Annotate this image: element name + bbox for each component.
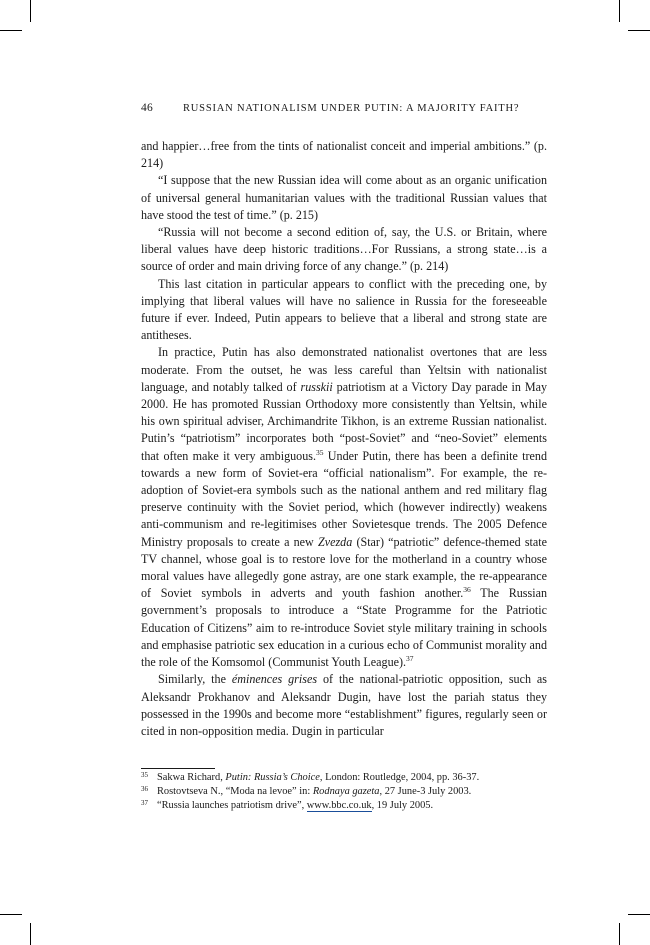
- text-run: (Star) “patriotic” defence-themed state TV channel, whose goal is to restore love for the motherland in a country whose moral values have allegedly gone astray, are one stark example, the re-appearance of Soviet symbols in adverts and youth fashion another.: [141, 534, 547, 601]
- italic-text: Rodnaya gazeta: [312, 786, 380, 798]
- running-header: [141, 100, 547, 117]
- crop-mark: [628, 914, 650, 915]
- text-run: Rostovtseva N., “Moda na levoe” in:: [157, 786, 313, 798]
- paragraph: [141, 172, 547, 224]
- page-number: 46: [141, 102, 154, 114]
- text-run: and happier…free from the tints of nationalist conceit and imperial ambitions.” (p. 214): [141, 139, 547, 171]
- footnote-link[interactable]: www.bbc.co.uk: [306, 800, 372, 812]
- text-run: “Russia launches patriotism drive”,: [157, 800, 307, 812]
- text-run: Sakwa Richard,: [157, 772, 226, 783]
- paragraph: [141, 276, 547, 345]
- text-run: The Russian government’s proposals to introduce a “State Programme for the Patriotic Education of Citizens” aim to re-introduce Soviet style military training in schools and emphasise patriotic sex education in a curious echo of Communist morality and the role of the Komsomol (Communist Youth League).: [141, 586, 547, 670]
- body-text: [141, 138, 547, 740]
- italic-text: Zvezda: [317, 534, 353, 549]
- text-run: , 27 June-3 July 2003.: [379, 786, 472, 798]
- italic-text: éminences grises: [231, 672, 318, 687]
- paragraph: [141, 671, 547, 740]
- crop-mark: [0, 30, 22, 31]
- crop-mark: [30, 923, 31, 945]
- italic-text: Putin: Russia’s Choice: [225, 772, 320, 783]
- text-run: , 19 July 2005.: [371, 800, 434, 812]
- paragraph: [141, 344, 547, 671]
- italic-text: russkii: [300, 379, 333, 394]
- footnote: 37 “Russia launches patriotism drive”, www.bbc.co.uk, 19 July 2005.: [141, 799, 434, 812]
- footnote: 35 Sakwa Richard, Putin: Russia’s Choice, London: Routledge, 2004, pp. 36-37.: [141, 771, 480, 783]
- crop-mark: [619, 923, 620, 945]
- text-run: , London: Routledge, 2004, pp. 36-37.: [319, 772, 480, 783]
- paragraph: [141, 138, 547, 172]
- text-run: Under Putin, there has been a definite trend towards a new form of Soviet-era “official nationalism”. For example, the re-adoption of Soviet-era symbols such as the national anthem and red military flag preserve continuity with the Soviet period, which (however indirectly) weakens anti-communism and re-legitimises other Sovietesque trends. The 2005 Defence Ministry proposals to create a new: [141, 448, 547, 549]
- text-run: patriotism at a Victory Day parade in May 2000. He has promoted Russian Orthodoxy more consistently than Yeltsin, while his own spiritual adviser, Archimandrite Tikhon, is an extreme Russian nationalist. Putin’s “patriotism” incorporates both “post-Soviet” and “neo-Soviet” elements that often make it very ambiguous.: [141, 379, 547, 463]
- paragraph: [141, 224, 547, 276]
- text-run: This last citation in particular appears to conflict with the preceding one, by implying that liberal values will have no salience in Russia for the foreseeable future if ever. Indeed, Putin appears to believe that a liberal and strong state are antitheses.: [141, 276, 547, 343]
- text-run: of the national-patriotic opposition, such as Aleksandr Prokhanov and Aleksandr Dugin, have lost the pariah status they possessed in the 1990s and become more “establishment” figures, regularly seen or cited in non-opposition media. Dugin in particular: [141, 672, 547, 738]
- text-run: “Russia will not become a second edition of, say, the U.S. or Britain, where liberal values have deep historic traditions…For Russians, a strong state…is a source of order and main driving force of any change.” (p. 214): [141, 225, 547, 274]
- footnote-ref: 37: [406, 654, 414, 664]
- footnote-ref: 36: [463, 585, 471, 595]
- crop-mark: [30, 0, 31, 22]
- text-run: In practice, Putin has also demonstrated nationalist overtones that are less moderate. From the outset, he was less careful than Yeltsin with nationalist language, and notably talked of: [141, 345, 547, 394]
- crop-mark: [619, 0, 620, 22]
- text-run: “I suppose that the new Russian idea will come about as an organic unification of universal general humanitarian values with the traditional Russian values that have stood the test of time.” (p. 215): [141, 173, 547, 222]
- crop-mark: [0, 914, 22, 915]
- running-title: RUSSIAN NATIONALISM UNDER PUTIN: A MAJORITY FAITH?: [183, 103, 520, 114]
- footnote: 36 Rostovtseva N., “Moda na levoe” in: Rodnaya gazeta, 27 June-3 July 2003.: [141, 785, 472, 798]
- footnote-rule: [141, 768, 215, 769]
- crop-mark: [628, 30, 650, 31]
- text-run: Similarly, the: [158, 672, 232, 687]
- footnotes: [141, 771, 561, 814]
- footnote-ref: 35: [316, 447, 324, 457]
